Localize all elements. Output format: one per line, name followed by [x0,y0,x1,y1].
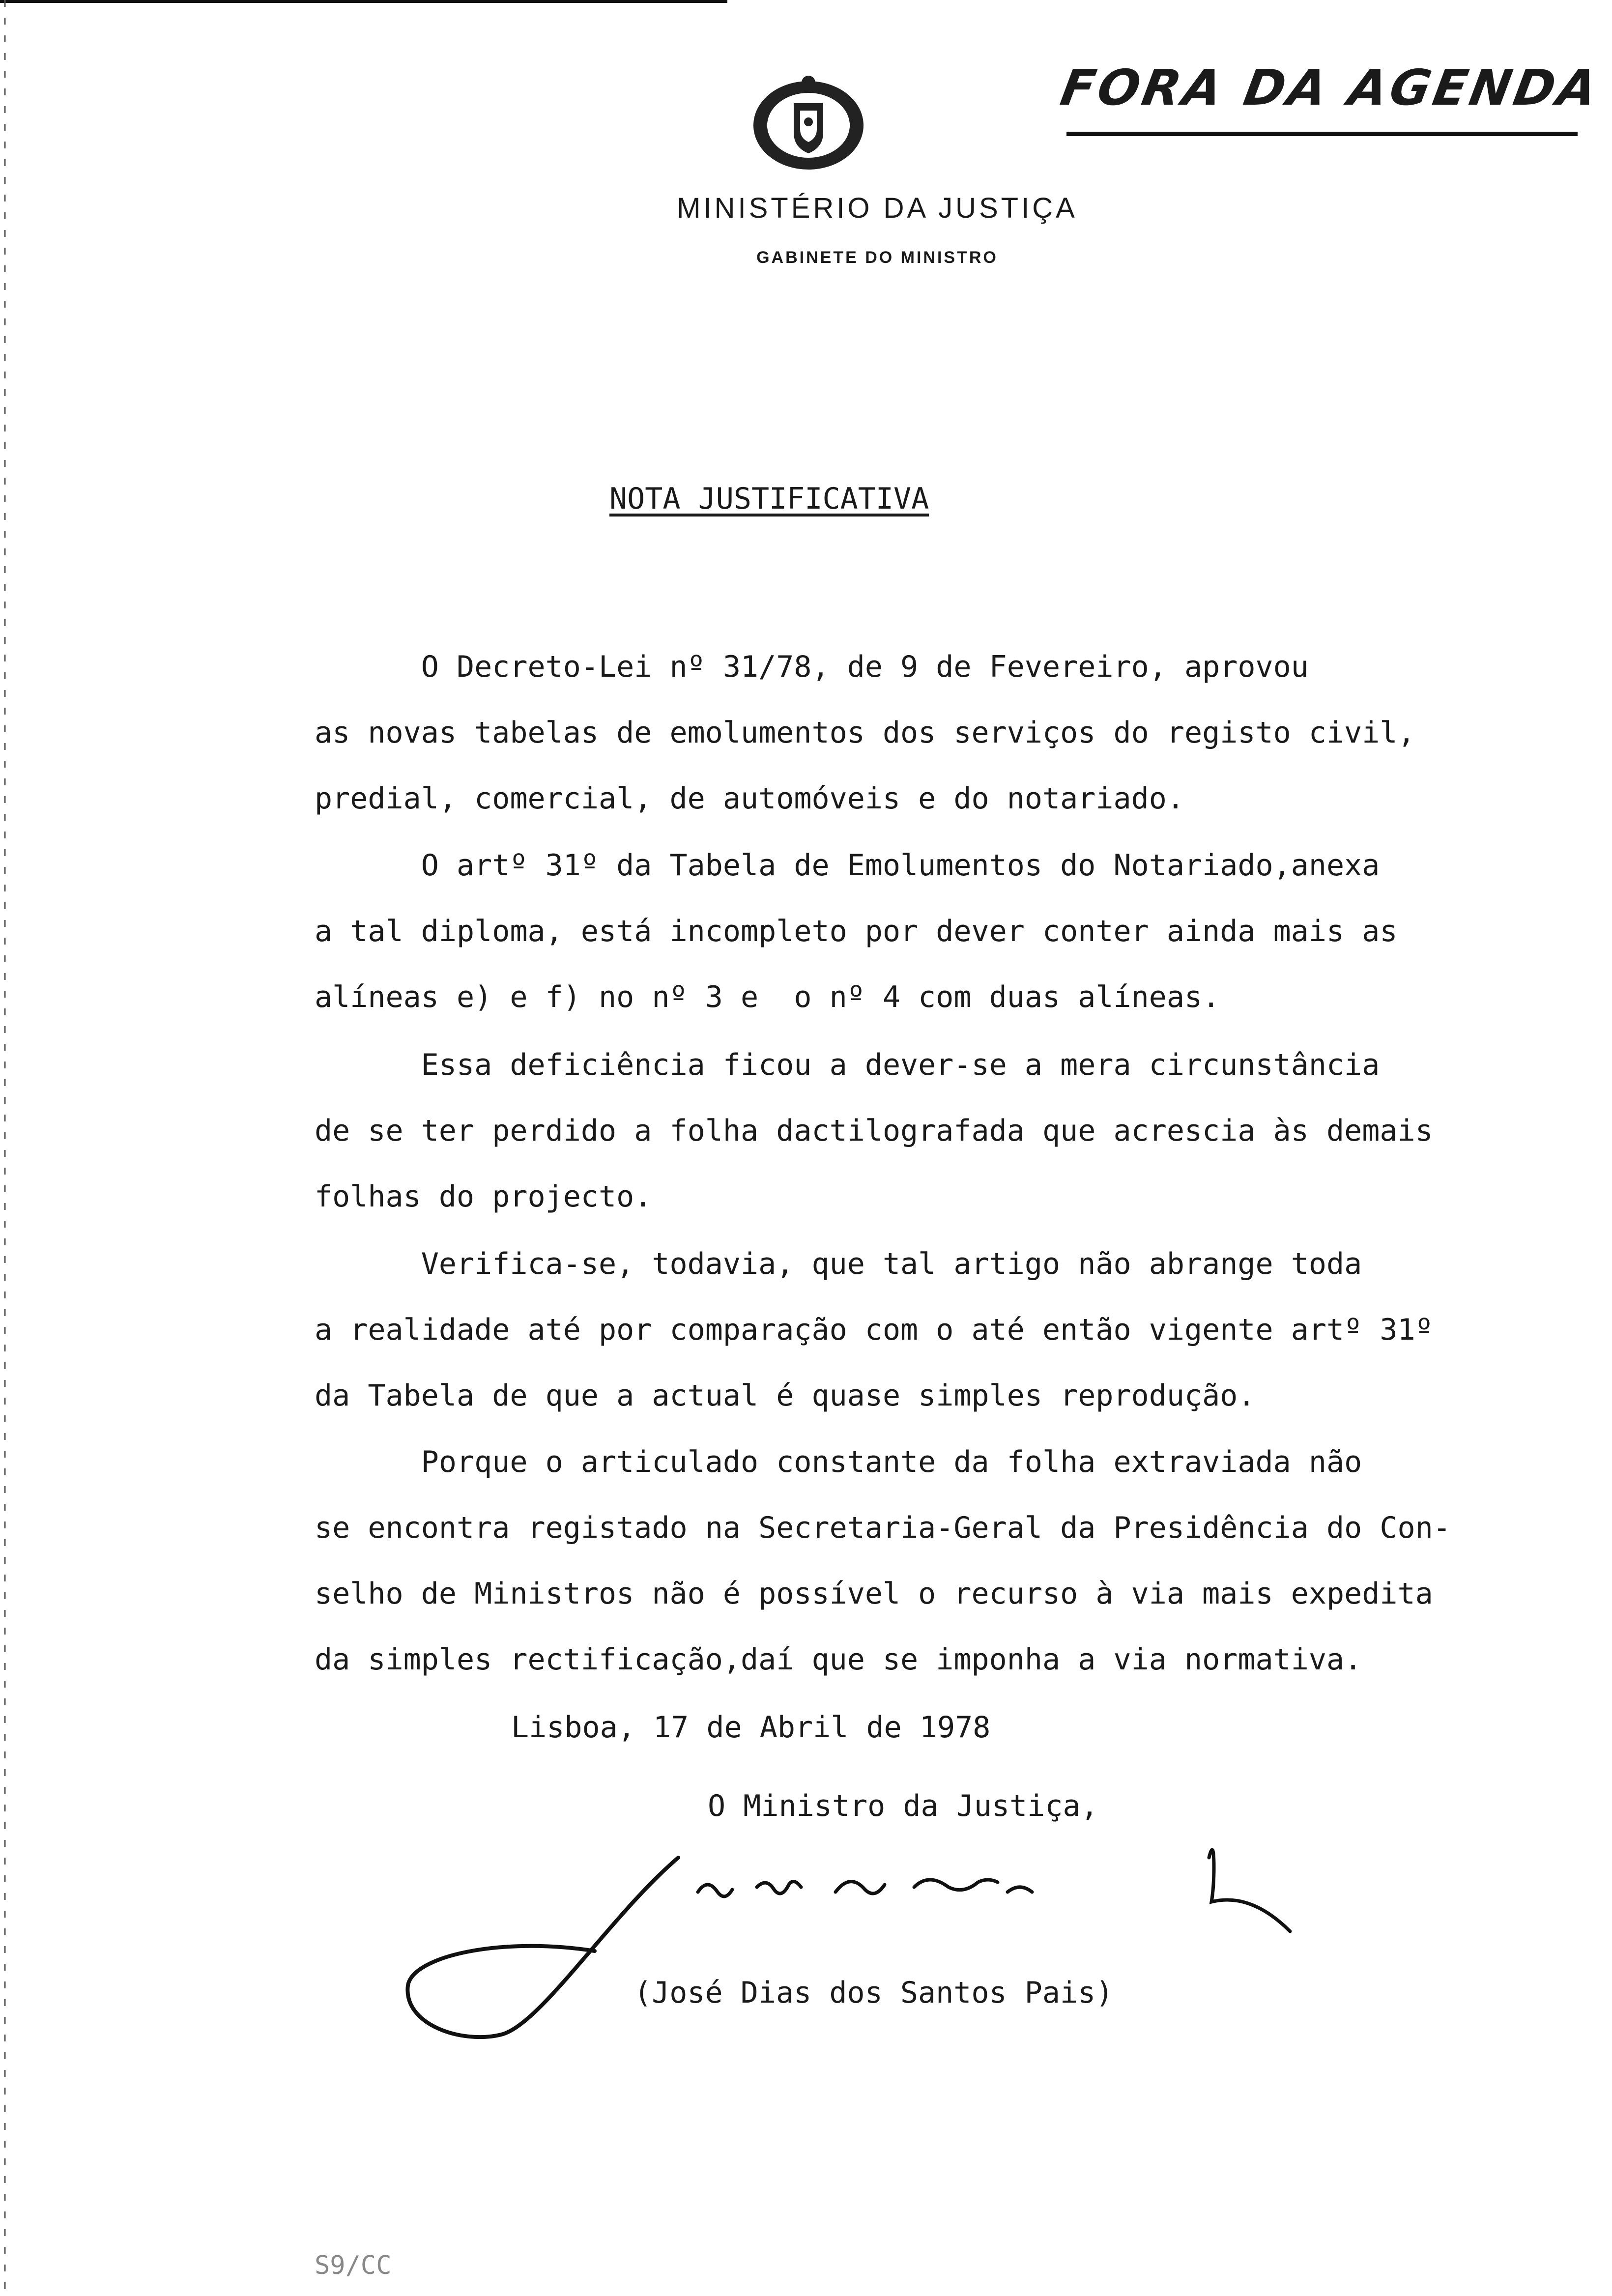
paragraph-3: Essa deficiência ficou a dever-se a mera circunstância de se ter perdido a folha dactilografada que acrescia às demais folhas do projecto. [315,1048,1433,1214]
paragraph-1: O Decreto-Lei nº 31/78, de 9 de Fevereiro, aprovou as novas tabelas de emolumentos dos serviços do registo civil, predial, comercial, de automóveis e do notariado. [315,650,1415,816]
paragraph-5: Porque o articulado constante da folha extraviada não se encontra registado na Secretaria-Geral da Presidência do Con- selho de Ministros não é possível o recurso à via mais expedita da simples rectificação,daí que se imponha a via normativa. [315,1445,1451,1677]
coat-of-arms-icon [747,74,870,177]
paragraph-2: O artº 31º da Tabela de Emolumentos do Notariado,anexa a tal diploma, está incompleto por dever conter ainda mais as alíneas e) e f) no nº 3 e o nº 4 com duas alíneas. [315,848,1398,1014]
date-line: Lisboa, 17 de Abril de 1978 [511,1710,991,1745]
office-name: GABINETE DO MINISTRO [756,248,998,267]
punched-margin-edge [0,0,20,2296]
ministry-name: MINISTÉRIO DA JUSTIÇA [677,192,1078,224]
closing-line: O Ministro da Justiça, [708,1789,1098,1823]
stamp-underline [1066,132,1578,136]
paragraph-4: Verifica-se, todavia, que tal artigo não abrange toda a realidade até por comparação com o até então vigente artº 31º da Tabela de que a actual é quase simples reprodução. [315,1247,1433,1413]
top-rule [0,0,727,3]
footer-code: S9/CC [315,2251,392,2280]
handwritten-signature [403,1838,1327,2044]
document-title: NOTA JUSTIFICATIVA [609,482,929,516]
signer-name: (José Dias dos Santos Pais) [634,1976,1114,2010]
agenda-stamp: FORA DA AGENDA [1056,59,1604,116]
